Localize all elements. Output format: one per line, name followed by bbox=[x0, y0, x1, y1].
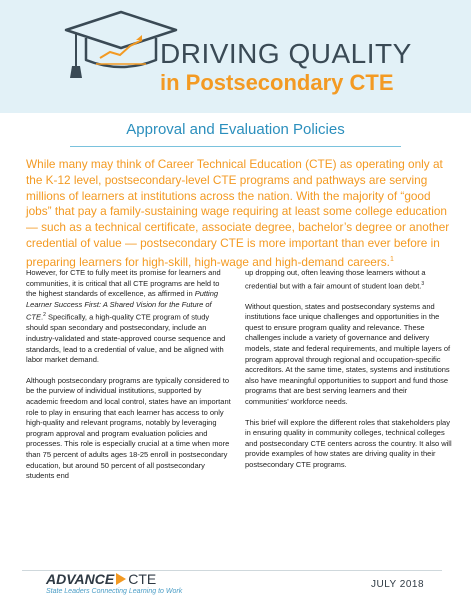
intro-text: While many may think of Career Technical Education (CTE) as operating only at the K-12 level, postsecondary-level CTE programs and pathways are serving millions of learners at institutions across the nation. With the majority of “good jobs” that pay a family-sustaining wage requiring at least some college education — such as a technical certificate, associate degree, bachelor’s degree or another credential of value — postsecondary CTE is more important than ever before in preparing learners for high-skill, high-wage and high-demand careers. bbox=[26, 157, 450, 269]
page-title-subline: in Postsecondary CTE bbox=[160, 70, 394, 95]
intro-paragraph bbox=[26, 157, 450, 271]
subtitle-divider bbox=[70, 146, 401, 147]
left-p1-italic: Putting Learner Success First: A Shared Vision for the Future of CTE bbox=[26, 289, 219, 322]
left-p1-footnote: 2 bbox=[43, 312, 46, 319]
logo-cte: CTE bbox=[128, 571, 157, 587]
left-paragraph-2: Although postsecondary programs are typically considered to be the purview of individual institutions, supported by academic freedom and local control, states have an important role to play in ensuring that each learner has access to only high-quality and relevant programs, notably by leveraging program approval and program evaluation policies and processes. This role is especially crucial at a time when more than 75 percent of adults ages 18-25 enroll in postsecondary education, but around 50 percent of all postsecondary students end bbox=[26, 375, 231, 481]
right-p1-text: up dropping out, often leaving those learners without a credential but with a fair amount of student loan debt. bbox=[245, 268, 426, 291]
right-paragraph-3: This brief will explore the different roles that stakeholders play in ensuring quality in community colleges, technical colleges and postsecondary CTE centers across the country. It also will provide examples of how states are driving quality in their postsecondary CTE programs. bbox=[245, 417, 452, 469]
advance-cte-logo bbox=[46, 571, 156, 587]
left-paragraph-1 bbox=[26, 268, 231, 366]
right-column bbox=[245, 268, 452, 481]
right-paragraph-2: Without question, states and postsecondary systems and institutions face unique challenges and opportunities in the quest to ensure program quality and relevance. These challenges include a variety of governance and delivery models, state and federal requirements, and multiple layers of program approval through regional and occupation-specific accreditors. At the same time, states, systems and institutions also have meaningful opportunities to support and fund those programs that are best serving learners and their communities’ workforce needs. bbox=[245, 301, 451, 407]
page-title: DRIVING QUALITY bbox=[160, 38, 412, 69]
logo-advance: ADVANCE bbox=[46, 571, 115, 587]
left-p1-text-a: However, for CTE to fully meet its promise for learners and communities, it is critical that all CTE programs are held to the highest standards of excellence, as affirmed in bbox=[26, 268, 221, 299]
publication-date: JULY 2018 bbox=[371, 579, 425, 590]
left-p1-text-b: . bbox=[41, 312, 44, 322]
left-column bbox=[26, 268, 231, 492]
section-subtitle: Approval and Evaluation Policies bbox=[126, 121, 345, 138]
logo-arrow-icon bbox=[116, 573, 126, 585]
right-p1-footnote: 3 bbox=[421, 280, 425, 287]
logo-tagline: State Leaders Connecting Learning to Work bbox=[46, 588, 183, 595]
right-paragraph-1 bbox=[245, 268, 452, 292]
left-p1-text-c: Specifically, a high-quality CTE program of study should span secondary and postsecondary, include an industry-validated and state-approved course sequence and standards, lead to a credential of value, and be aligned with labor market demand. bbox=[26, 312, 226, 365]
intro-footnote: 1 bbox=[389, 255, 394, 263]
